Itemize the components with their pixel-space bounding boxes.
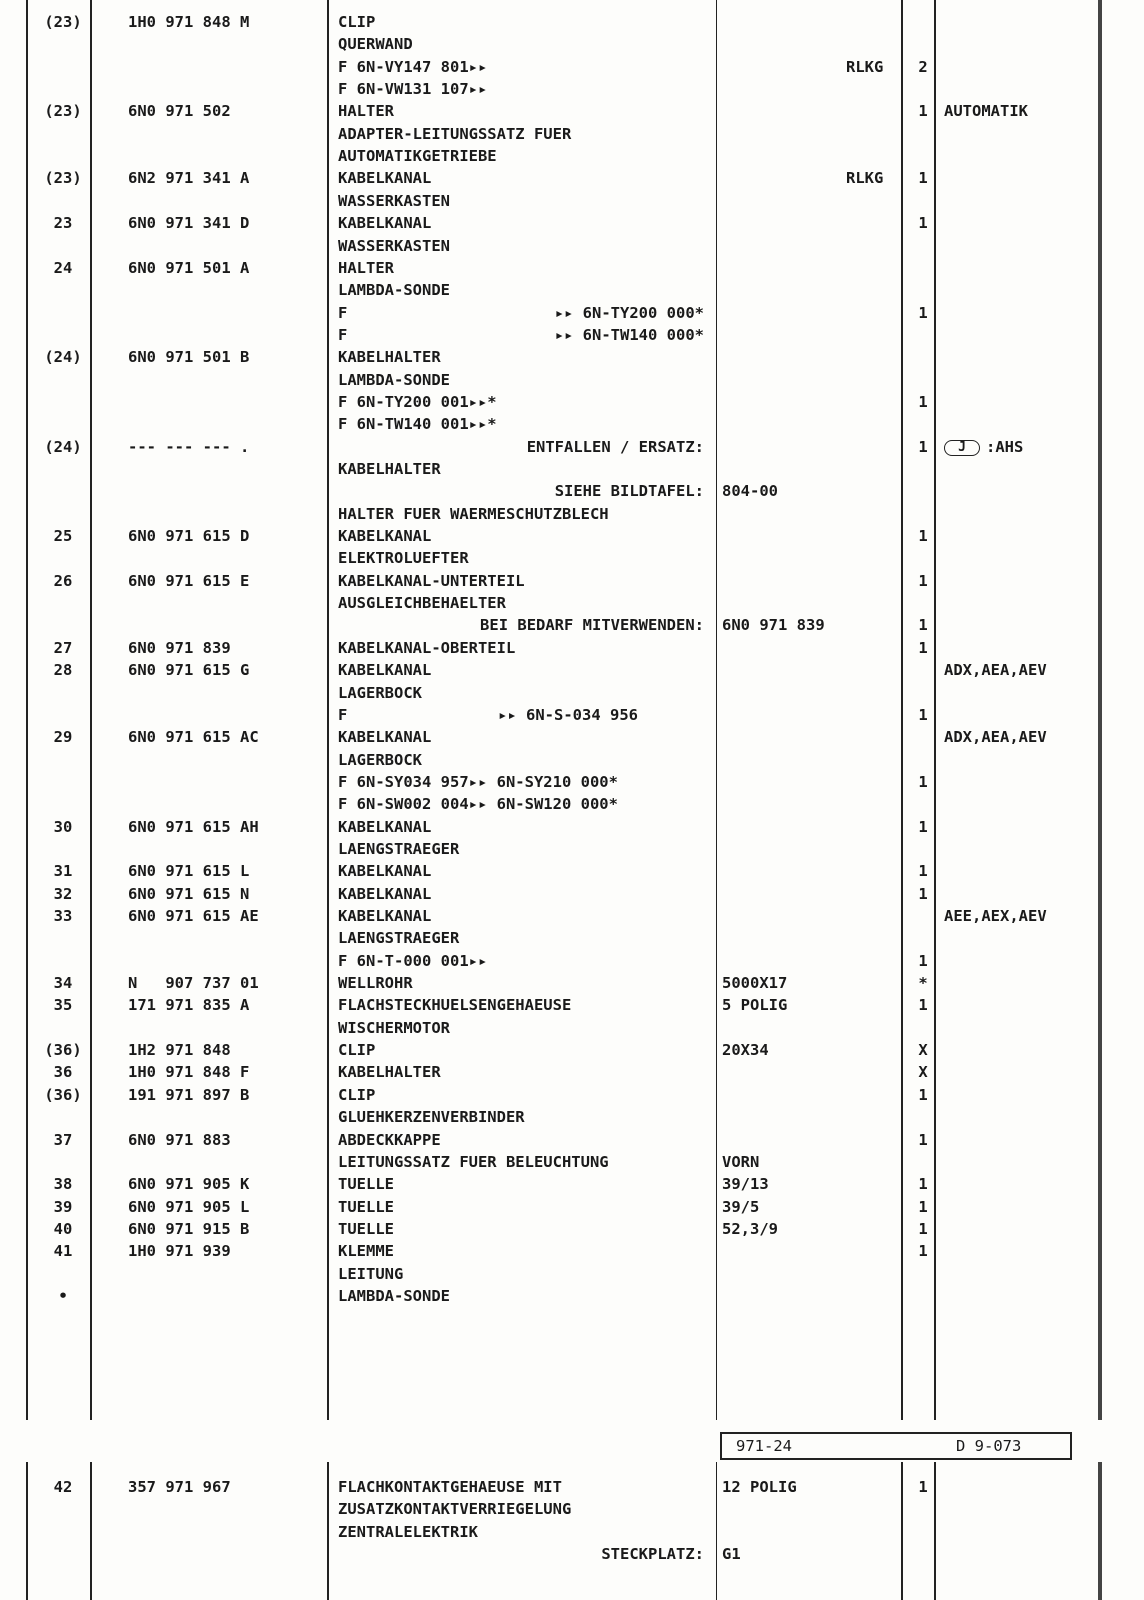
description: ZUSATZKONTAKTVERRIEGELUNG [338, 1500, 572, 1519]
part-number: 6N0 971 501 B [128, 348, 250, 367]
circled-letter-badge: J [944, 440, 980, 456]
rule-left [26, 0, 28, 1420]
rule-left-lower [26, 1462, 28, 1600]
position-number: (36) [44, 1085, 82, 1104]
remark [944, 905, 1047, 927]
part-number: 6N0 971 615 AH [128, 817, 259, 836]
description-right-text: STECKPLATZ: [601, 1545, 704, 1564]
description: ADAPTER-LEITUNGSSATZ FUER [338, 124, 572, 143]
quantity: 1 [918, 102, 928, 121]
extra-info: 52,3/9 [722, 1219, 778, 1238]
part-number: 1H2 971 848 [128, 1041, 231, 1060]
quantity: 1 [918, 392, 928, 411]
extra-info: 5000X17 [722, 974, 788, 993]
description: WASSERKASTEN [338, 191, 450, 210]
description: QUERWAND [338, 35, 413, 54]
position-number: 38 [53, 1175, 73, 1194]
extra-info: 5 POLIG [722, 996, 788, 1015]
quantity: 1 [918, 437, 928, 456]
description: TUELLE [338, 1175, 394, 1194]
position-number: (23) [44, 102, 82, 121]
description: KABELKANAL [338, 527, 432, 546]
part-number: 6N0 971 501 A [128, 258, 250, 277]
description: F 6N-T-000 001▸▸ [338, 951, 488, 970]
description: KABELKANAL [338, 862, 432, 881]
quantity: 1 [918, 996, 928, 1015]
quantity: 1 [918, 1085, 928, 1104]
description: FLACHSTECKHUELSENGEHAEUSE [338, 996, 572, 1015]
position-number: 31 [53, 862, 73, 881]
quantity: 1 [918, 527, 928, 546]
part-number: 6N0 971 615 D [128, 527, 250, 546]
quantity: 1 [918, 951, 928, 970]
extra-info: 39/13 [722, 1175, 769, 1194]
remark-text: AUTOMATIK [944, 102, 1028, 121]
remark-text: AEE,AEX,AEV [944, 907, 1047, 925]
quantity: 1 [918, 862, 928, 881]
remark [944, 659, 1047, 681]
description: TUELLE [338, 1219, 394, 1238]
description: F 6N-TY200 001▸▸* [338, 392, 497, 411]
part-number: N 907 737 01 [128, 974, 259, 993]
extra-info: 20X34 [722, 1041, 769, 1060]
description: F 6N-SY034 957▸▸ 6N-SY210 000* [338, 772, 618, 791]
part-number: 6N2 971 341 A [128, 169, 250, 188]
position-number: (36) [44, 1041, 82, 1060]
position-number: 26 [53, 571, 73, 590]
description: F [338, 705, 348, 724]
description: KABELKANAL [338, 169, 432, 188]
rule-pos [90, 0, 92, 1420]
description: F 6N-VW131 107▸▸ [338, 80, 488, 99]
part-number: 6N0 971 615 E [128, 571, 250, 590]
description: ABDECKKAPPE [338, 1130, 441, 1149]
part-number: 1H0 971 848 F [128, 1063, 250, 1082]
description: FLACHKONTAKTGEHAEUSE MIT [338, 1478, 562, 1496]
position-number: 32 [53, 884, 73, 903]
description-right-text: ▸▸ 6N-S-034 956 [498, 705, 638, 724]
quantity: 1 [918, 817, 928, 836]
description: KABELKANAL [338, 907, 432, 925]
part-number: 6N0 971 615 AC [128, 728, 259, 747]
position-number: (24) [44, 348, 82, 367]
part-number: 6N0 971 839 [128, 638, 231, 657]
part-number: 6N0 971 502 [128, 102, 231, 121]
description: ELEKTROLUEFTER [338, 549, 469, 568]
description-right-text: ▸▸ 6N-TW140 000* [554, 325, 704, 344]
description: LAENGSTRAEGER [338, 929, 460, 948]
description: LEITUNGSSATZ FUER BELEUCHTUNG [338, 1152, 609, 1171]
description: KABELKANAL [338, 661, 432, 680]
description: LAMBDA-SONDE [338, 370, 450, 389]
quantity: 1 [918, 1242, 928, 1261]
part-number: 6N0 971 905 K [128, 1175, 250, 1194]
description: KABELHALTER [338, 348, 441, 367]
quantity: 1 [918, 1130, 928, 1149]
position-number: (24) [44, 437, 82, 456]
description: WELLROHR [338, 974, 413, 993]
description: HALTER FUER WAERMESCHUTZBLECH [338, 504, 609, 523]
position-number: (23) [44, 13, 82, 31]
quantity: 1 [918, 705, 928, 724]
description: TUELLE [338, 1197, 394, 1216]
part-number: 191 971 897 B [128, 1085, 250, 1104]
position-number: 41 [53, 1242, 73, 1261]
description: LAENGSTRAEGER [338, 839, 460, 858]
description: ZENTRALELEKTRIK [338, 1522, 478, 1541]
part-number: 6N0 971 615 AE [128, 907, 259, 925]
description-right-text: BEI BEDARF MITVERWENDEN: [480, 616, 704, 635]
part-number: 6N0 971 915 B [128, 1219, 250, 1238]
remark-text: ADX,AEA,AEV [944, 728, 1047, 747]
description: LAMBDA-SONDE [338, 281, 450, 300]
extra-info: 804-00 [722, 482, 778, 501]
quantity: * [918, 974, 928, 993]
quantity: 1 [918, 638, 928, 657]
description: LAGERBOCK [338, 683, 422, 702]
quantity: 1 [918, 1197, 928, 1216]
page-ref-code: 971-24 [736, 1437, 792, 1455]
description: KABELKANAL-UNTERTEIL [338, 571, 525, 590]
rule-pos-lower [90, 1462, 92, 1600]
part-number: 6N0 971 615 L [128, 862, 250, 881]
page-reference-box [720, 1432, 1072, 1460]
quantity: X [918, 1041, 928, 1060]
description: KABELKANAL [338, 728, 432, 747]
description: HALTER [338, 258, 394, 277]
rule-extra [901, 0, 903, 1420]
position-number: 37 [53, 1130, 73, 1149]
description: KLEMME [338, 1242, 394, 1261]
remark [944, 436, 1023, 458]
extra-info: 12 POLIG [722, 1478, 797, 1496]
quantity: 1 [918, 169, 928, 188]
position-number: 25 [53, 527, 73, 546]
description: AUSGLEICHBEHAELTER [338, 594, 506, 613]
quantity: 1 [918, 214, 928, 233]
quantity: X [918, 1063, 928, 1082]
quantity: 1 [918, 884, 928, 903]
part-number: 357 971 967 [128, 1478, 231, 1496]
description-right-text: ENTFALLEN / ERSATZ: [526, 437, 704, 456]
quantity: 1 [918, 772, 928, 791]
part-number: --- --- --- . [128, 437, 250, 456]
description-right-text: ▸▸ 6N-TY200 000* [554, 303, 704, 322]
model-tag: RLKG [846, 57, 884, 76]
rule-part-lower [327, 1462, 329, 1600]
rule-desc [716, 0, 717, 1420]
position-number: 42 [53, 1478, 73, 1496]
position-number: 36 [53, 1063, 73, 1082]
position-number: 35 [53, 996, 73, 1015]
rule-right [1098, 0, 1102, 1420]
description: F [338, 303, 348, 322]
description: GLUEHKERZENVERBINDER [338, 1108, 525, 1127]
description: AUTOMATIKGETRIEBE [338, 147, 497, 166]
remark-text: ADX,AEA,AEV [944, 661, 1047, 680]
position-number: 39 [53, 1197, 73, 1216]
quantity: 1 [918, 1175, 928, 1194]
part-number: 1H0 971 848 M [128, 13, 250, 31]
quantity: 1 [918, 303, 928, 322]
position-number: 40 [53, 1219, 73, 1238]
quantity: 1 [918, 1478, 928, 1496]
remark [944, 100, 1028, 122]
rule-desc-lower [716, 1462, 717, 1600]
quantity: 1 [918, 1219, 928, 1238]
description: KABELKANAL [338, 817, 432, 836]
description-right-text: SIEHE BILDTAFEL: [554, 482, 704, 501]
rule-part [327, 0, 329, 1420]
remark-text: :AHS [986, 437, 1024, 456]
description: F 6N-SW002 004▸▸ 6N-SW120 000* [338, 795, 618, 814]
position-number: 34 [53, 974, 73, 993]
description: HALTER [338, 102, 394, 121]
rule-qty [934, 0, 936, 1420]
position-number: 24 [53, 258, 73, 277]
part-number: 6N0 971 615 N [128, 884, 250, 903]
part-number: 6N0 971 905 L [128, 1197, 250, 1216]
position-number: 23 [53, 214, 73, 233]
model-tag: RLKG [846, 169, 884, 188]
part-number: 171 971 835 A [128, 996, 250, 1015]
quantity: 1 [918, 616, 928, 635]
position-number: • [58, 1286, 68, 1305]
quantity: 1 [918, 571, 928, 590]
part-number: 6N0 971 341 D [128, 214, 250, 233]
description: F [338, 325, 348, 344]
description: LAMBDA-SONDE [338, 1286, 450, 1305]
part-number: 1H0 971 939 [128, 1242, 231, 1261]
description: LAGERBOCK [338, 750, 422, 769]
description: KABELKANAL-OBERTEIL [338, 638, 516, 657]
position-number: 27 [53, 638, 73, 657]
description: CLIP [338, 13, 376, 31]
description: CLIP [338, 1085, 376, 1104]
extra-info: 39/5 [722, 1197, 760, 1216]
part-number: 6N0 971 883 [128, 1130, 231, 1149]
rule-right-lower [1098, 1462, 1102, 1600]
page-ref-page: D 9-073 [956, 1437, 1022, 1455]
position-number: 33 [53, 907, 73, 925]
position-number: 28 [53, 661, 73, 680]
extra-info: G1 [722, 1545, 741, 1564]
description: KABELKANAL [338, 214, 432, 233]
description: LEITUNG [338, 1264, 404, 1283]
description: KABELHALTER [338, 1063, 441, 1082]
description: F 6N-VY147 801▸▸ [338, 57, 488, 76]
extra-info: 6N0 971 839 [722, 616, 825, 635]
description: KABELKANAL [338, 884, 432, 903]
description: F 6N-TW140 001▸▸* [338, 415, 497, 434]
position-number: 30 [53, 817, 73, 836]
rule-extra-lower [901, 1462, 903, 1600]
description: KABELHALTER [338, 460, 441, 478]
description: WASSERKASTEN [338, 236, 450, 255]
rule-qty-lower [934, 1462, 936, 1600]
quantity: 2 [918, 57, 928, 76]
position-number: 29 [53, 728, 73, 747]
part-number: 6N0 971 615 G [128, 661, 250, 680]
description: CLIP [338, 1041, 376, 1060]
description: WISCHERMOTOR [338, 1018, 450, 1037]
position-number: (23) [44, 169, 82, 188]
remark [944, 726, 1047, 748]
extra-info: VORN [722, 1152, 760, 1171]
